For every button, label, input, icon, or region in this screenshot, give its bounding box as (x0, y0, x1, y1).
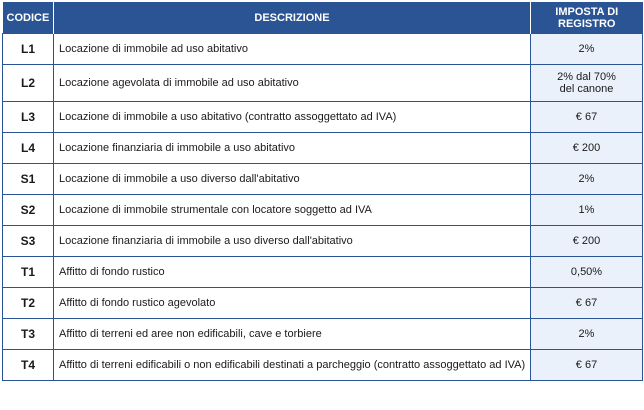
row-description: Locazione finanziaria di immobile a uso diverso dall'abitativo (54, 226, 531, 257)
row-code: T4 (3, 350, 54, 381)
row-description: Affitto di terreni ed aree non edificabili, cave e torbiere (54, 319, 531, 350)
row-tax (531, 65, 643, 102)
table-row (3, 133, 643, 164)
row-code: T1 (3, 257, 54, 288)
row-code: L2 (3, 65, 54, 102)
tax-code-table-container (2, 2, 642, 381)
row-tax-line1: 2% dal 70% (557, 71, 616, 83)
table-header-row (3, 2, 643, 34)
row-description: Affitto di fondo rustico (54, 257, 531, 288)
table-row (3, 350, 643, 381)
row-description: Locazione di immobile ad uso abitativo (54, 34, 531, 65)
row-tax: € 67 (531, 288, 643, 319)
table-row (3, 257, 643, 288)
table-row (3, 319, 643, 350)
table-row (3, 226, 643, 257)
row-code: S1 (3, 164, 54, 195)
row-code: S2 (3, 195, 54, 226)
row-tax: 2% (531, 164, 643, 195)
row-tax: € 200 (531, 226, 643, 257)
table-row (3, 195, 643, 226)
row-description: Locazione di immobile strumentale con locatore soggetto ad IVA (54, 195, 531, 226)
row-code: L3 (3, 102, 54, 133)
row-code: L1 (3, 34, 54, 65)
row-tax-line2: del canone (559, 83, 614, 95)
row-description: Locazione di immobile a uso abitativo (contratto assoggettato ad IVA) (54, 102, 531, 133)
table-row (3, 164, 643, 195)
header-tax: IMPOSTA DI REGISTRO (531, 2, 643, 34)
row-tax: € 67 (531, 350, 643, 381)
row-description: Locazione agevolata di immobile ad uso abitativo (54, 65, 531, 102)
table-row (3, 34, 643, 65)
row-code: T2 (3, 288, 54, 319)
row-code: S3 (3, 226, 54, 257)
table-row (3, 102, 643, 133)
row-tax: € 67 (531, 102, 643, 133)
header-code: CODICE (3, 2, 54, 34)
row-tax: 2% (531, 319, 643, 350)
row-tax: € 200 (531, 133, 643, 164)
row-tax: 2% (531, 34, 643, 65)
tax-code-table (2, 2, 643, 381)
row-code: L4 (3, 133, 54, 164)
row-tax: 1% (531, 195, 643, 226)
row-tax: 0,50% (531, 257, 643, 288)
row-description: Affitto di terreni edificabili o non edificabili destinati a parcheggio (contratto assoggettato ad IVA) (54, 350, 531, 381)
table-row (3, 288, 643, 319)
row-description: Locazione finanziaria di immobile a uso abitativo (54, 133, 531, 164)
header-description: DESCRIZIONE (54, 2, 531, 34)
table-row (3, 65, 643, 102)
row-description: Affitto di fondo rustico agevolato (54, 288, 531, 319)
row-description: Locazione di immobile a uso diverso dall'abitativo (54, 164, 531, 195)
row-code: T3 (3, 319, 54, 350)
